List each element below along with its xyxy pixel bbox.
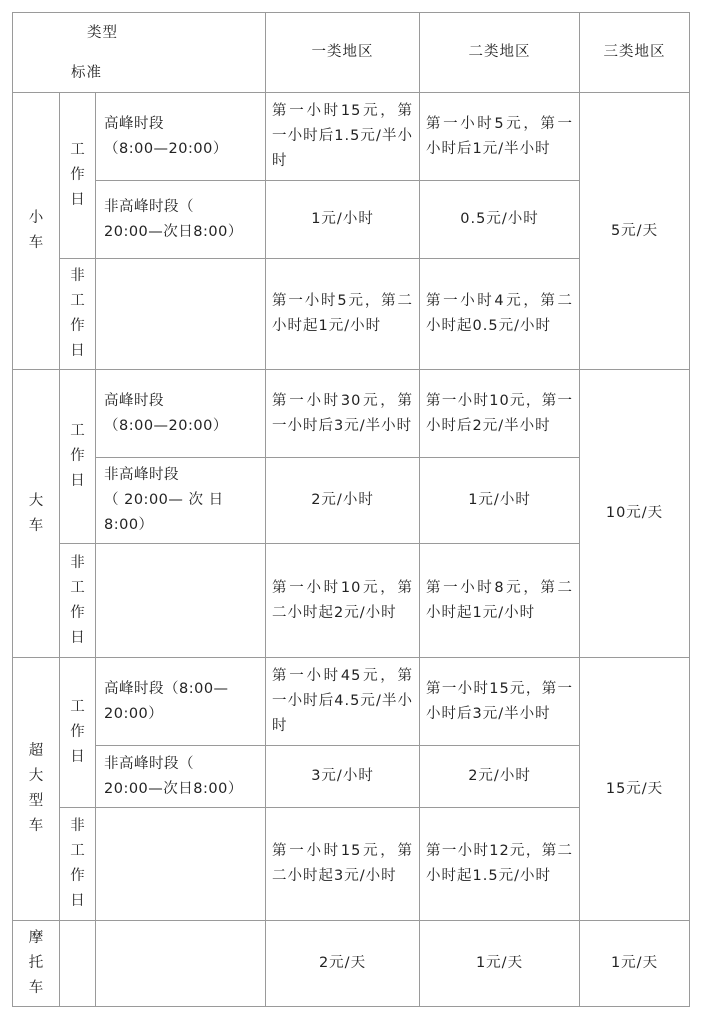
peak-period-label: 高峰时段（8:00— 20:00） [96,658,266,746]
fee-cell: 第一小时12元，第二小时起1.5元/小时 [420,808,580,921]
fee-cell: 2元/小时 [420,746,580,808]
fee-cell: 第一小时5元，第一小时后1元/半小时 [420,93,580,181]
nonworkday-label: 非 工 作 日 [60,259,96,370]
empty-cell [60,921,96,1007]
fee-cell: 第一小时45元，第一小时后4.5元/半小时 [266,658,420,746]
fee-cell: 第一小时15元，第一小时后3元/半小时 [420,658,580,746]
fee-cell: 第一小时10元，第二小时起2元/小时 [266,544,420,658]
vehicle-large-car: 大 车 [13,370,60,658]
vehicle-extra-large-car: 超 大 型 车 [13,658,60,921]
peak-period-label: 高峰时段 （8:00—20:00） [96,93,266,181]
fee-cell: 0.5元/小时 [420,181,580,259]
fee-cell: 第一小时30元，第一小时后3元/半小时 [266,370,420,458]
header-row [13,13,690,93]
empty-cell [96,808,266,921]
zone3-fee-cell: 5元/天 [580,93,690,370]
empty-cell [96,921,266,1007]
table-row [13,370,690,458]
workday-label: 工 作 日 [60,370,96,544]
vehicle-motorcycle: 摩 托 车 [13,921,60,1007]
workday-label: 工 作 日 [60,93,96,259]
header-zone-2: 二类地区 [420,13,580,93]
header-type-label: 类型 [87,25,118,41]
fee-cell: 第一小时8元，第二小时起1元/小时 [420,544,580,658]
fee-cell: 第一小时15元，第一小时后1.5元/半小时 [266,93,420,181]
fee-cell: 1元/天 [420,921,580,1007]
vehicle-small-car: 小 车 [13,93,60,370]
fee-cell: 3元/小时 [266,746,420,808]
fee-cell: 第一小时15元，第二小时起3元/小时 [266,808,420,921]
header-zone-3: 三类地区 [580,13,690,93]
empty-cell [96,544,266,658]
nonworkday-label: 非 工 作 日 [60,544,96,658]
fee-cell: 2元/天 [266,921,420,1007]
header-standard-label: 标准 [71,65,102,81]
offpeak-period-label: 非高峰时段 （ 20:00— 次 日 8:00） [96,458,266,544]
fee-cell: 第一小时5元，第二小时起1元/小时 [266,259,420,370]
zone3-fee-cell: 10元/天 [580,370,690,658]
workday-label: 工 作 日 [60,658,96,808]
header-zone-1: 一类地区 [266,13,420,93]
fee-cell: 第一小时10元，第一小时后2元/半小时 [420,370,580,458]
table-row [13,921,690,1007]
nonworkday-label: 非 工 作 日 [60,808,96,921]
zone3-fee-cell: 1元/天 [580,921,690,1007]
offpeak-period-label: 非高峰时段（ 20:00—次日8:00） [96,181,266,259]
fee-cell: 第一小时4元，第二小时起0.5元/小时 [420,259,580,370]
fee-cell: 1元/小时 [266,181,420,259]
parking-fee-table [12,12,690,1007]
peak-period-label: 高峰时段 （8:00—20:00） [96,370,266,458]
fee-cell: 2元/小时 [266,458,420,544]
fee-cell: 1元/小时 [420,458,580,544]
header-diagonal-cell [13,13,266,93]
table-row [13,93,690,181]
empty-cell [96,259,266,370]
table-row [13,658,690,746]
zone3-fee-cell: 15元/天 [580,658,690,921]
offpeak-period-label: 非高峰时段（ 20:00—次日8:00） [96,746,266,808]
